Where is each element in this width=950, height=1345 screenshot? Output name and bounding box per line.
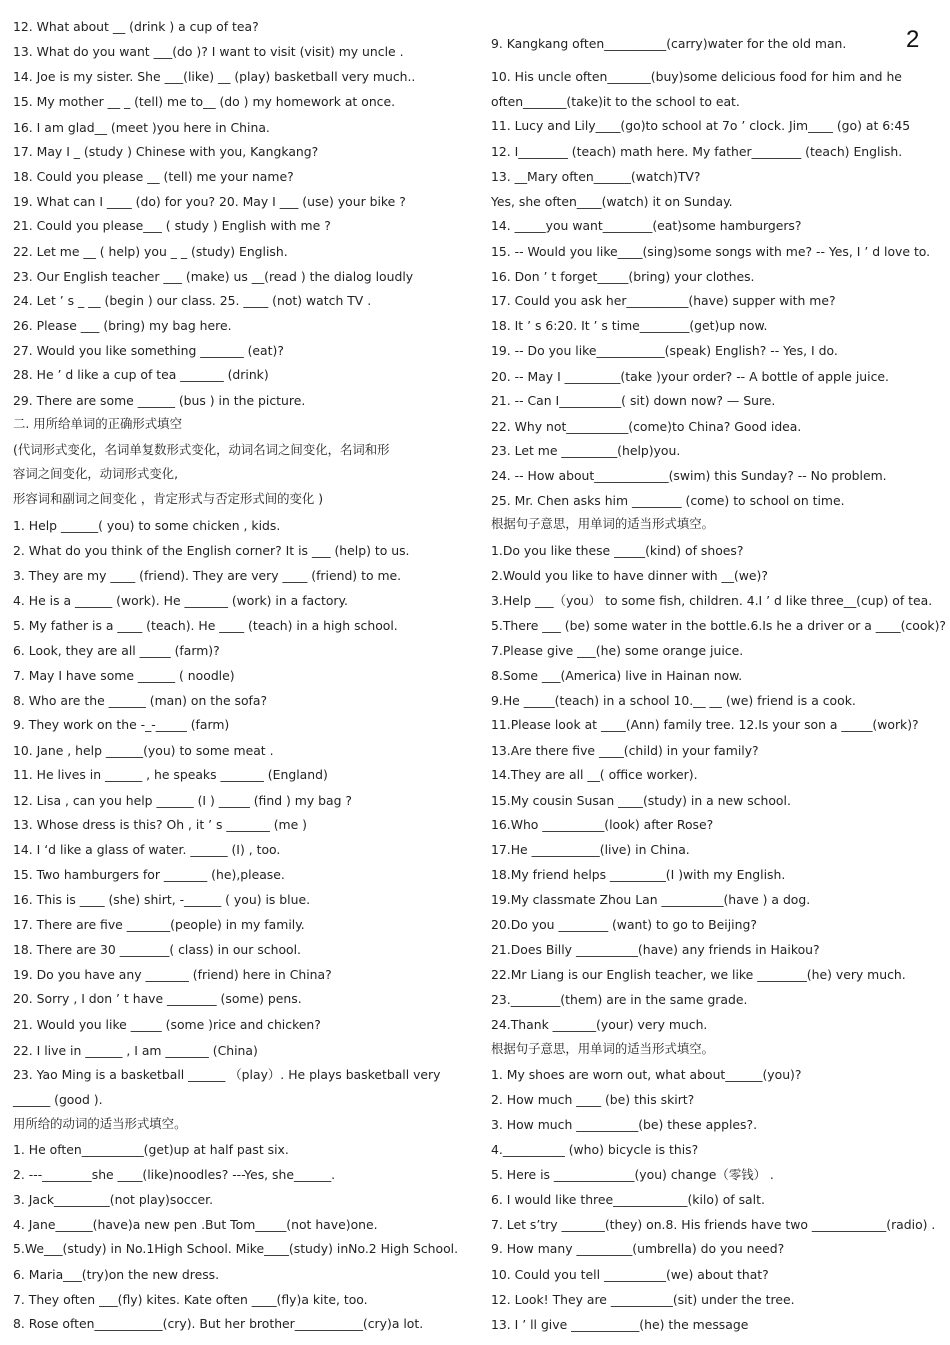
exercise-line: 7. Let s’try _______(they) on.8. His friends have two ____________(radio) . <box>491 1217 936 1232</box>
exercise-line: 4. He is a ______ (work). He _______ (work) in a factory. <box>13 593 348 608</box>
exercise-line: 15. -- Would you like____(sing)some songs with me? -- Yes, I ’ d love to. <box>491 244 931 259</box>
exercise-line: 13. I ’ ll give ___________(he) the message <box>491 1317 749 1332</box>
exercise-line: 24. -- How about____________(swim) this Sunday? -- No problem. <box>491 468 887 483</box>
exercise-line: 20. -- May I _________(take )your order? -- A bottle of apple juice. <box>491 369 889 384</box>
exercise-line: 1. My shoes are worn out, what about______(you)? <box>491 1067 802 1082</box>
exercise-line: 12. Look! They are __________(sit) under the tree. <box>491 1292 795 1307</box>
exercise-line: 19. What can I ____ (do) for you? 20. May I ___ (use) your bike ? <box>13 194 406 209</box>
exercise-line: 1. He often__________(get)up at half past six. <box>13 1142 289 1157</box>
exercise-line: 6. I would like three____________(kilo) of salt. <box>491 1192 765 1207</box>
exercise-line: 容词之间变化，动词形式变化, <box>13 466 179 481</box>
exercise-line: 22. I live in ______ , I am _______ (China) <box>13 1043 258 1058</box>
exercise-line: 21. -- Can I__________( sit) down now? — Sure. <box>491 393 776 408</box>
exercise-line: 12. What about __ (drink ) a cup of tea? <box>13 19 259 34</box>
exercise-line: 5. My father is a ____ (teach). He ____ (teach) in a high school. <box>13 618 398 633</box>
exercise-line: 16. This is ____ (she) shirt, -______ ( you) is blue. <box>13 892 311 907</box>
exercise-line: 9. They work on the -_-_____ (farm) <box>13 717 230 732</box>
exercise-line: 22.Mr Liang is our English teacher, we like ________(he) very much. <box>491 967 906 982</box>
exercise-line: ______ (good ). <box>13 1092 103 1107</box>
exercise-line: 20.Do you ________ (want) to go to Beijing? <box>491 917 757 932</box>
exercise-line: 24. Let ’ s _ __ (begin ) our class. 25. ____ (not) watch TV . <box>13 293 372 308</box>
exercise-line: 5.We___(study) in No.1High School. Mike____(study) inNo.2 High School. <box>13 1241 459 1256</box>
exercise-line: 17. There are five _______(people) in my family. <box>13 917 305 932</box>
exercise-line: 9.He _____(teach) in a school 10.__ __ (we) friend is a cook. <box>491 693 856 708</box>
exercise-line: 29. There are some ______ (bus ) in the picture. <box>13 393 306 408</box>
exercise-line: 19.My classmate Zhou Lan __________(have ) a dog. <box>491 892 811 907</box>
exercise-line: 14.They are all __( office worker). <box>491 767 698 782</box>
exercise-line: 21.Does Billy __________(have) any friends in Haikou? <box>491 942 820 957</box>
exercise-line: 18. Could you please __ (tell) me your name? <box>13 169 294 184</box>
exercise-line: 20. Sorry , I don ’ t have ________ (some) pens. <box>13 991 302 1006</box>
exercise-line: 23. Yao Ming is a basketball ______ （play）. He plays basketball very <box>13 1067 441 1082</box>
exercise-line: 17.He ___________(live) in China. <box>491 842 690 857</box>
exercise-line: 19. Do you have any _______ (friend) here in China? <box>13 967 332 982</box>
exercise-line: 22. Let me __ ( help) you _ _ (study) English. <box>13 244 288 259</box>
exercise-line: 10. Jane , help ______(you) to some meat . <box>13 743 274 758</box>
exercise-line: 26. Please ___ (bring) my bag here. <box>13 318 232 333</box>
exercise-line: 6. Maria___(try)on the new dress. <box>13 1267 220 1282</box>
exercise-line: 13. What do you want ___(do )? I want to visit (visit) my uncle . <box>13 44 404 59</box>
exercise-line: 12. I________ (teach) math here. My father________ (teach) English. <box>491 144 903 159</box>
exercise-line: 19. -- Do you like___________(speak) English? -- Yes, I do. <box>491 343 838 358</box>
exercise-line: 11.Please look at ____(Ann) family tree. 12.Is your son a _____(work)? <box>491 717 919 732</box>
exercise-line: 3. They are my ____ (friend). They are very ____ (friend) to me. <box>13 568 402 583</box>
exercise-line: 1. Help ______( you) to some chicken , kids. <box>13 518 281 533</box>
exercise-line: 11. Lucy and Lily____(go)to school at 7o ’ clock. Jim____ (go) at 6:45 <box>491 118 911 133</box>
exercise-line: 2. How much ____ (be) this skirt? <box>491 1092 695 1107</box>
exercise-line: 4. Jane______(have)a new pen .But Tom_____(not have)one. <box>13 1217 378 1232</box>
exercise-line: 16. Don ’ t forget_____(bring) your clothes. <box>491 269 755 284</box>
exercise-line: 25. Mr. Chen asks him ________ (come) to school on time. <box>491 493 845 508</box>
exercise-line: 10. Could you tell __________(we) about that? <box>491 1267 769 1282</box>
exercise-line: 8. Rose often___________(cry). But her brother___________(cry)a lot. <box>13 1316 424 1331</box>
exercise-line: 14. Joe is my sister. She ___(like) __ (play) basketball very much.. <box>13 69 416 84</box>
exercise-line: Yes, she often____(watch) it on Sunday. <box>491 194 733 209</box>
exercise-line: 12. Lisa , can you help ______ (I ) _____ (find ) my bag ? <box>13 793 352 808</box>
exercise-line: 22. Why not__________(come)to China? Good idea. <box>491 419 802 434</box>
exercise-line: 5.There ___ (be) some water in the bottle.6.Is he a driver or a ____(cook)? <box>491 618 946 633</box>
exercise-line: 15.My cousin Susan ____(study) in a new school. <box>491 793 791 808</box>
exercise-line: 17. Could you ask her__________(have) supper with me? <box>491 293 836 308</box>
exercise-line: 3. Jack_________(not play)soccer. <box>13 1192 214 1207</box>
exercise-line: 3. How much __________(be) these apples?. <box>491 1117 758 1132</box>
exercise-line: 5. Here is _____________(you) change（零钱） . <box>491 1167 774 1182</box>
exercise-line: 8.Some ___(America) live in Hainan now. <box>491 668 743 683</box>
exercise-line: (代词形式变化，名词单复数形式变化，动词名词之间变化，名词和形 <box>13 442 390 457</box>
exercise-line: 23.________(them) are in the same grade. <box>491 992 748 1007</box>
exercise-line: 23. Our English teacher ___ (make) us __(read ) the dialog loudly <box>13 269 414 284</box>
exercise-line: 28. He ’ d like a cup of tea _______ (drink) <box>13 367 269 382</box>
exercise-line: 18. There are 30 ________( class) in our school. <box>13 942 301 957</box>
exercise-line: 形容词和副词之间变化 ，肯定形式与否定形式间的变化 ) <box>13 491 324 506</box>
exercise-line: 7. They often ___(fly) kites. Kate often ____(fly)a kite, too. <box>13 1292 368 1307</box>
exercise-line: 根据句子意思，用单词的适当形式填空。 <box>491 516 715 531</box>
exercise-line: 21. Could you please___ ( study ) English with me ? <box>13 218 331 233</box>
exercise-line: 14. _____you want________(eat)some hamburgers? <box>491 218 802 233</box>
exercise-line: 2. ---________she ____(like)noodles? ---Yes, she______. <box>13 1167 336 1182</box>
exercise-line: 13. Whose dress is this? Oh , it ’ s _______ (me ) <box>13 817 308 832</box>
exercise-line: 3.Help ___（you） to some fish, children. 4.I ’ d like three__(cup) of tea. <box>491 593 933 608</box>
exercise-line: 9. How many _________(umbrella) do you need? <box>491 1241 785 1256</box>
exercise-line: 11. He lives in ______ , he speaks _______ (England) <box>13 767 328 782</box>
exercise-line: 二. 用所给单词的正确形式填空 <box>13 416 182 431</box>
page-number: 2 <box>906 26 920 53</box>
exercise-line: 9. Kangkang often__________(carry)water for the old man. <box>491 36 847 51</box>
exercise-line: 用所给的动词的适当形式填空。 <box>13 1116 187 1131</box>
exercise-line: 14. I ‘d like a glass of water. ______ (I) , too. <box>13 842 281 857</box>
exercise-line: 18. It ’ s 6:20. It ’ s time________(get)up now. <box>491 318 768 333</box>
exercise-line: 2.Would you like to have dinner with __(we)? <box>491 568 768 583</box>
exercise-line: 13.Are there five ____(child) in your family? <box>491 743 759 758</box>
exercise-line: 24.Thank _______(your) very much. <box>491 1017 708 1032</box>
exercise-line: often_______(take)it to the school to eat. <box>491 94 740 109</box>
exercise-line: 根据句子意思，用单词的适当形式填空。 <box>491 1041 715 1056</box>
exercise-line: 8. Who are the ______ (man) on the sofa? <box>13 693 268 708</box>
exercise-line: 7.Please give ___(he) some orange juice. <box>491 643 744 658</box>
exercise-line: 18.My friend helps _________(I )with my English. <box>491 867 786 882</box>
exercise-line: 13. __Mary often______(watch)TV? <box>491 169 701 184</box>
exercise-line: 15. Two hamburgers for _______ (he),please. <box>13 867 285 882</box>
exercise-line: 10. His uncle often_______(buy)some delicious food for him and he <box>491 69 902 84</box>
exercise-line: 21. Would you like _____ (some )rice and chicken? <box>13 1017 321 1032</box>
exercise-line: 1.Do you like these _____(kind) of shoes? <box>491 543 744 558</box>
exercise-line: 15. My mother __ _ (tell) me to__ (do ) my homework at once. <box>13 94 396 109</box>
exercise-line: 2. What do you think of the English corner? It is ___ (help) to us. <box>13 543 410 558</box>
exercise-line: 7. May I have some ______ ( noodle) <box>13 668 235 683</box>
exercise-line: 23. Let me _________(help)you. <box>491 443 681 458</box>
exercise-line: 16. I am glad__ (meet )you here in China. <box>13 120 270 135</box>
exercise-line: 17. May I _ (study ) Chinese with you, Kangkang? <box>13 144 319 159</box>
exercise-line: 16.Who __________(look) after Rose? <box>491 817 714 832</box>
exercise-line: 27. Would you like something _______ (eat)? <box>13 343 284 358</box>
exercise-line: 6. Look, they are all _____ (farm)? <box>13 643 220 658</box>
exercise-line: 4.__________ (who) bicycle is this? <box>491 1142 699 1157</box>
